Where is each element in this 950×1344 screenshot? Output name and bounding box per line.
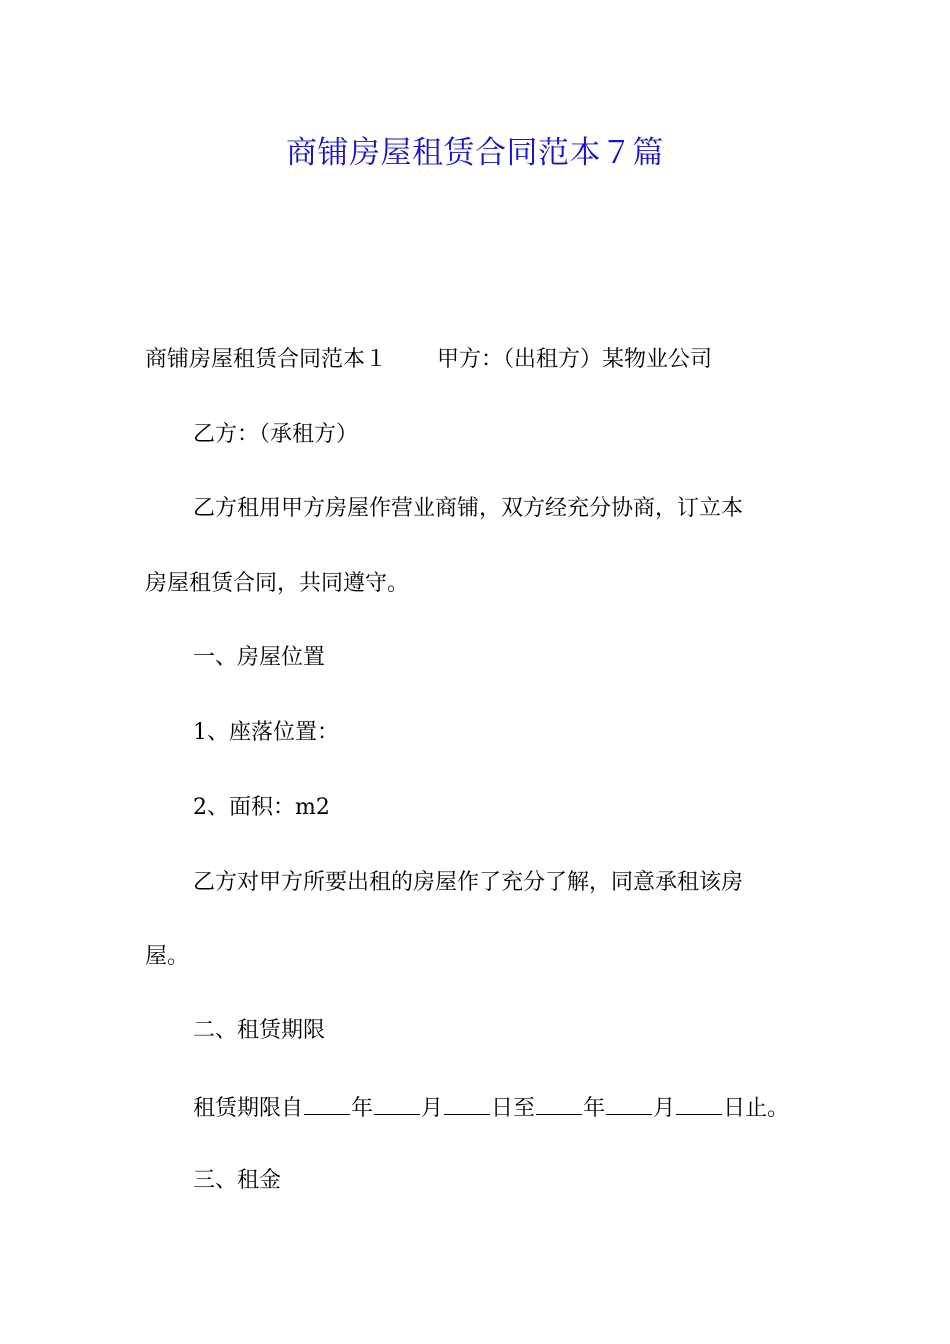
section-title: 商铺房屋租赁合同范本１ — [145, 347, 388, 372]
paragraph-2-line-2: 屋。 — [145, 944, 190, 969]
lease-term-month-2: 月 — [653, 1096, 676, 1121]
section-heading-location: 一、房屋位置 — [193, 645, 326, 670]
party-a-text: 甲方：（出租方）某物业公司 — [437, 347, 713, 372]
paragraph-2-line-1: 乙方对甲方所要出租的房屋作了充分了解，同意承租该房 — [193, 870, 744, 895]
paragraph-1-line-1: 乙方租用甲方房屋作营业商铺，双方经充分协商，订立本 — [193, 496, 744, 521]
lease-term-day-end: 日止。 — [723, 1096, 790, 1121]
lease-term-year-1: 年 — [351, 1096, 374, 1121]
item-area: 2、面积：m2 — [193, 795, 330, 820]
heading-line — [145, 345, 712, 375]
blank-field — [444, 1092, 490, 1115]
lease-term-prefix: 租赁期限自 — [193, 1096, 304, 1121]
blank-field — [536, 1092, 582, 1115]
section-heading-rent: 三、租金 — [193, 1168, 282, 1193]
party-b-text: 乙方：（承租方） — [193, 422, 359, 447]
blank-field — [374, 1092, 420, 1115]
blank-field — [676, 1092, 722, 1115]
section-heading-term: 二、租赁期限 — [193, 1018, 326, 1043]
lease-term-month-1: 月 — [421, 1096, 444, 1121]
item-location: 1、座落位置： — [193, 720, 339, 745]
paragraph-1-line-2: 房屋租赁合同，共同遵守。 — [145, 571, 410, 596]
lease-term-line — [193, 1092, 789, 1124]
blank-field — [606, 1092, 652, 1115]
lease-term-year-2: 年 — [583, 1096, 606, 1121]
blank-field — [304, 1092, 350, 1115]
document-title: 商铺房屋租赁合同范本７篇 — [286, 135, 664, 171]
lease-term-day-to: 日至 — [491, 1096, 536, 1121]
